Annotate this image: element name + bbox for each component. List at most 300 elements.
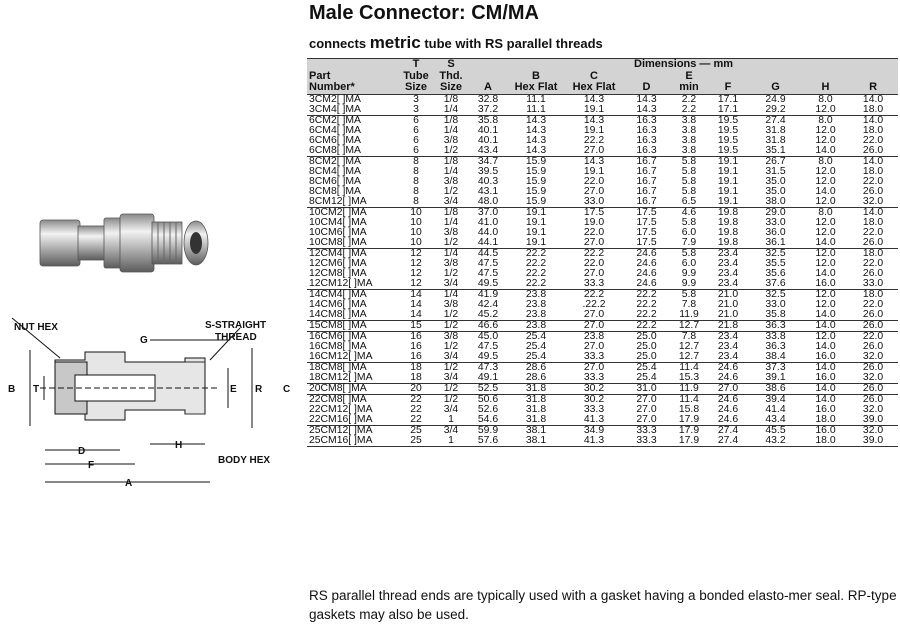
table-cell: 36.3 <box>748 342 803 352</box>
table-cell: 17.1 <box>717 103 739 115</box>
table-cell: 16.0 <box>803 405 848 415</box>
subtitle-emphasis: metric <box>369 33 421 52</box>
table-row <box>307 105 898 116</box>
table-row <box>307 331 898 342</box>
table-cell: 14.0 <box>803 362 848 373</box>
table-cell: 39.4 <box>748 394 803 405</box>
table-cell: 6 <box>399 136 433 146</box>
table-cell: 3/4 <box>433 405 469 415</box>
table-cell: 12.0 <box>803 177 848 187</box>
table-cell: 19.1 <box>717 185 739 197</box>
table-cell: 18.0 <box>862 124 884 136</box>
table-cell: 31.5 <box>765 165 786 177</box>
table-cell: 19.5 <box>708 136 748 146</box>
subtitle-post: tube with RS parallel threads <box>420 36 603 51</box>
table-cell: 31.8 <box>507 383 565 394</box>
table-cell: 44.0 <box>477 226 499 238</box>
table-cell: 14.3 <box>525 124 547 136</box>
table-cell: 57.6 <box>469 436 507 447</box>
table-cell: 32.0 <box>862 371 884 383</box>
table-cell: 12.0 <box>803 300 848 310</box>
table-cell: 3.8 <box>681 144 697 156</box>
table-cell: 33.8 <box>748 331 803 342</box>
part-number-cell: 6CM4[ ]MA <box>309 124 361 136</box>
table-cell: 30.2 <box>565 394 623 405</box>
table-cell: 2.2 <box>681 103 697 115</box>
table-cell: 3.8 <box>681 124 697 136</box>
label-g: G <box>140 335 148 346</box>
table-cell: 8 <box>399 156 433 167</box>
table-cell: 22.0 <box>848 177 898 187</box>
table-cell: 50.6 <box>469 394 507 405</box>
label-t: T <box>33 384 40 395</box>
table-cell: 3/8 <box>433 259 469 269</box>
table-cell: 1/2 <box>443 144 459 156</box>
header-cell: Hex Flat <box>565 82 623 94</box>
table-cell: 33.3 <box>583 350 605 362</box>
table-cell: 27.0 <box>583 144 605 156</box>
table-row <box>307 383 898 394</box>
table-row <box>307 320 898 331</box>
table-cell: 14 <box>410 308 422 320</box>
header-cell: F <box>708 82 748 94</box>
label-c: C <box>283 384 291 395</box>
table-row <box>307 94 898 105</box>
table-cell: 12.0 <box>803 248 848 259</box>
table-cell: 39.0 <box>848 436 898 447</box>
table-cell: 25.4 <box>636 371 657 383</box>
table-cell: 26.7 <box>748 156 803 167</box>
table-cell: 17.9 <box>678 413 700 425</box>
table-cell: 21.0 <box>708 289 748 300</box>
part-number-cell: 14CM4[ ]MA <box>307 289 399 300</box>
table-cell: 3/4 <box>433 197 469 208</box>
table-cell: 40.1 <box>477 124 499 136</box>
table-cell: 14.0 <box>848 94 898 105</box>
table-cell: 3.8 <box>670 136 708 146</box>
table-cell: 1/8 <box>433 207 469 218</box>
table-cell: 3/4 <box>433 279 469 290</box>
table-cell: 22.2 <box>507 248 565 259</box>
table-cell: 35.0 <box>765 185 786 197</box>
table-cell: 38.0 <box>748 197 803 208</box>
table-cell: 18.0 <box>848 218 898 228</box>
table-cell: 33.3 <box>583 371 605 383</box>
table-cell: 12.0 <box>815 165 836 177</box>
header-cell <box>307 59 399 71</box>
table-cell: 1/2 <box>443 185 459 197</box>
table-cell: 38.1 <box>507 436 565 447</box>
table-row <box>307 362 898 373</box>
table-cell: 8 <box>413 165 419 177</box>
part-number-cell: 14CM8[ ]MA <box>309 308 367 320</box>
label-s-straight: S-STRAIGHT <box>205 320 267 331</box>
part-number-cell: 16CM6[ ]MA <box>307 331 399 342</box>
table-cell: 40.1 <box>469 136 507 146</box>
part-number-cell: 10CM8[ ]MA <box>307 238 399 249</box>
label-d: D <box>78 446 86 457</box>
table-cell: 3/8 <box>443 226 459 238</box>
part-number-cell: 22CM12[ ]MA <box>307 405 399 415</box>
table-cell: 20 <box>399 383 433 394</box>
table-cell: 24.9 <box>748 94 803 105</box>
table-cell: 12.0 <box>815 226 836 238</box>
table-cell: 39.0 <box>862 413 884 425</box>
header-cell: D <box>623 82 670 94</box>
table-cell: 25.4 <box>623 362 670 373</box>
table-cell: 1 <box>433 436 469 447</box>
table-cell: 43.2 <box>748 436 803 447</box>
table-cell: 1 <box>448 413 454 425</box>
table-cell: 7.8 <box>670 331 708 342</box>
table-cell: 16.0 <box>803 425 848 436</box>
table-cell: 15.8 <box>670 405 708 415</box>
header-cell: Tube <box>399 71 433 83</box>
table-cell: 1/2 <box>443 308 459 320</box>
table-cell: 27.0 <box>583 185 605 197</box>
table-cell: 43.4 <box>477 144 499 156</box>
table-cell: 48.0 <box>469 197 507 208</box>
table-cell: 25 <box>399 436 433 447</box>
part-number-cell: 10CM4[ ]MA <box>307 218 399 228</box>
table-cell: 15.9 <box>507 197 565 208</box>
header-cell: A <box>469 82 507 94</box>
table-row <box>307 394 898 405</box>
table-cell: 26.0 <box>848 383 898 394</box>
table-cell: 14.0 <box>848 207 898 218</box>
label-f: F <box>88 460 95 471</box>
table-cell: 27.0 <box>623 405 670 415</box>
table-cell: 45.2 <box>477 308 499 320</box>
table-cell: 12.0 <box>815 124 836 136</box>
table-cell: 22.0 <box>848 331 898 342</box>
table-cell: 47.5 <box>469 259 507 269</box>
table-cell: 8.0 <box>803 156 848 167</box>
table-cell: 23.8 <box>507 300 565 310</box>
table-row <box>307 415 898 426</box>
table-cell: 22.0 <box>565 177 623 187</box>
table-cell: 8 <box>413 185 419 197</box>
header-cell: Size <box>433 82 469 94</box>
table-cell: 22.2 <box>623 320 670 331</box>
table-cell: 31.8 <box>765 124 786 136</box>
part-number-cell: 16CM8[ ]MA <box>307 342 399 352</box>
part-number-cell: 8CM4[ ]MA <box>309 165 361 177</box>
table-row <box>307 167 898 177</box>
table-cell: 1/2 <box>433 238 469 249</box>
table-cell: 3 <box>413 103 419 115</box>
table-cell: 6 <box>413 144 419 156</box>
table-cell: 18 <box>410 371 422 383</box>
table-row <box>307 279 898 290</box>
table-cell: 6 <box>399 115 433 126</box>
table-cell: 25.4 <box>507 331 565 342</box>
table-cell: 19.1 <box>583 103 605 115</box>
table-cell: 26.0 <box>862 185 884 197</box>
table-cell: 22.2 <box>623 289 670 300</box>
label-body-hex: BODY HEX <box>218 455 271 466</box>
table-cell: 14 <box>399 289 433 300</box>
table-cell: 25.0 <box>636 350 657 362</box>
table-cell: 12 <box>410 267 422 279</box>
table-row <box>307 300 898 310</box>
table-cell: 34.9 <box>565 425 623 436</box>
table-cell: 19.1 <box>708 197 748 208</box>
table-cell: 35.0 <box>748 177 803 187</box>
table-cell: 16.0 <box>815 371 836 383</box>
table-cell: 12.0 <box>803 331 848 342</box>
table-cell: 3/8 <box>433 136 469 146</box>
table-cell: 3/8 <box>433 331 469 342</box>
table-cell: 23.8 <box>507 289 565 300</box>
table-cell: 22 <box>399 394 433 405</box>
table-cell: 21.0 <box>708 300 748 310</box>
table-cell: 24.6 <box>708 405 748 415</box>
table-cell: 27.0 <box>636 413 657 425</box>
table-cell: 31.8 <box>507 405 565 415</box>
part-number-cell: 3CM4[ ]MA <box>309 103 361 115</box>
table-cell: 16 <box>399 342 433 352</box>
table-row <box>307 425 898 436</box>
header-cell: R <box>848 82 898 94</box>
part-number-cell: 12CM12[ ]MA <box>307 279 399 290</box>
header-cell: Part <box>307 71 399 83</box>
table-cell: 8.0 <box>803 94 848 105</box>
part-number-cell: 14CM6[ ]MA <box>307 300 399 310</box>
header-cell: S <box>433 59 469 71</box>
table-cell: 1/4 <box>433 218 469 228</box>
table-cell: 26.0 <box>848 320 898 331</box>
part-number-cell: 8CM2[ ]MA <box>307 156 399 167</box>
table-cell: 21.8 <box>708 320 748 331</box>
table-row <box>307 289 898 300</box>
header-cell: C <box>565 71 623 83</box>
table-cell: 35.8 <box>469 115 507 126</box>
table-cell: 42.4 <box>469 300 507 310</box>
part-number-cell: 25CM12[ ]MA <box>307 425 399 436</box>
table-cell: 16.3 <box>623 136 670 146</box>
table-cell: 22 <box>399 405 433 415</box>
table-cell: 24.6 <box>636 267 657 279</box>
part-number-cell: 22CM16[ ]MA <box>309 413 373 425</box>
table-cell: 33.3 <box>623 425 670 436</box>
table-cell: 12.0 <box>803 289 848 300</box>
table-cell: 39.5 <box>477 165 499 177</box>
table-cell: 30.2 <box>565 383 623 394</box>
table-row <box>307 238 898 249</box>
table-row <box>307 146 898 157</box>
table-row <box>307 248 898 259</box>
table-cell: 24.6 <box>717 371 739 383</box>
table-cell: 14.3 <box>507 115 565 126</box>
table-cell: 27.0 <box>565 320 623 331</box>
table-cell: 33.3 <box>565 405 623 415</box>
table-cell: 23.4 <box>708 248 748 259</box>
table-cell: 15.9 <box>507 177 565 187</box>
table-cell: 14.0 <box>815 144 836 156</box>
table-cell: 25.4 <box>525 350 547 362</box>
table-cell: 26.0 <box>848 362 898 373</box>
part-number-cell: 16CM12[ ]MA <box>309 350 373 362</box>
table-cell: 8.0 <box>803 207 848 218</box>
table-cell: 36.3 <box>748 320 803 331</box>
table-cell: 14.3 <box>565 115 623 126</box>
table-cell: 9.9 <box>681 267 697 279</box>
header-cell: B <box>507 71 565 83</box>
table-cell: 49.5 <box>469 279 507 290</box>
table-cell: 18.0 <box>862 103 884 115</box>
table-cell: 16.0 <box>815 350 836 362</box>
table-row <box>307 218 898 228</box>
table-cell: 31.8 <box>525 413 547 425</box>
table-cell: 23.8 <box>525 308 547 320</box>
table-cell: 16.7 <box>623 156 670 167</box>
table-cell: 1/4 <box>443 124 459 136</box>
table-cell: 5.8 <box>670 156 708 167</box>
table-cell: 3 <box>399 94 433 105</box>
table-cell: 17.5 <box>623 218 670 228</box>
table-header <box>307 59 898 95</box>
header-cell: Number* <box>307 82 399 94</box>
table-cell: 23.4 <box>708 279 748 290</box>
part-number-cell: 12CM6[ ]MA <box>307 259 399 269</box>
table-cell: 12.7 <box>678 350 700 362</box>
table-row <box>307 269 898 279</box>
table-cell: 22.0 <box>565 259 623 269</box>
connector-illustrations <box>0 200 300 500</box>
table-row <box>307 187 898 197</box>
table-cell: 27.0 <box>565 342 623 352</box>
table-cell: 14.0 <box>815 267 836 279</box>
table-cell: 33.3 <box>623 436 670 447</box>
dimensions-table-wrap <box>307 58 898 447</box>
table-cell: 14.3 <box>636 103 657 115</box>
table-cell: 17.1 <box>708 94 748 105</box>
table-row <box>307 436 898 447</box>
table-cell: 25.0 <box>623 331 670 342</box>
table-cell: 14.3 <box>565 156 623 167</box>
table-cell: 41.9 <box>469 289 507 300</box>
label-thread: THREAD <box>215 332 257 343</box>
footnote: RS parallel thread ends are typically used with a gasket having a bonded elasto-mer seal. RP-type gaskets may also be used. <box>309 588 897 622</box>
part-number-cell: 15CM8[ ]MA <box>307 320 399 331</box>
table-cell: 32.0 <box>862 350 884 362</box>
table-row <box>307 228 898 238</box>
table-cell: 37.3 <box>748 362 803 373</box>
table-cell: 22.0 <box>862 226 884 238</box>
table-cell: .22.2 <box>565 300 623 310</box>
table-cell: 15.3 <box>678 371 700 383</box>
table-cell: 16.3 <box>636 124 657 136</box>
table-cell: 26.0 <box>862 144 884 156</box>
table-cell: 22 <box>410 413 422 425</box>
table-cell: 17.9 <box>670 425 708 436</box>
table-cell: 47.5 <box>477 267 499 279</box>
table-row <box>307 310 898 321</box>
table-cell: 59.9 <box>469 425 507 436</box>
table-cell: 15.9 <box>507 156 565 167</box>
header-dimensions: Dimensions — mm <box>469 59 898 71</box>
table-cell: 18 <box>399 362 433 373</box>
table-row <box>307 373 898 384</box>
table-cell: 12 <box>399 248 433 259</box>
table-cell: 46.6 <box>469 320 507 331</box>
part-number-cell: 18CM12[ ]MA <box>309 371 373 383</box>
table-cell: 41.3 <box>565 436 623 447</box>
page-title: Male Connector: CM/MA <box>309 2 539 24</box>
table-cell: 8.0 <box>803 115 848 126</box>
label-e: E <box>230 384 237 395</box>
table-cell: 14.3 <box>623 94 670 105</box>
table-cell: 18.0 <box>862 165 884 177</box>
table-cell: 49.5 <box>477 350 499 362</box>
table-cell: 8 <box>399 177 433 187</box>
part-number-cell: 22CM8[ ]MA <box>307 394 399 405</box>
dimensions-table <box>307 58 898 447</box>
table-cell: 22.0 <box>583 226 605 238</box>
table-cell: 32.5 <box>748 289 803 300</box>
connector-photo <box>40 214 208 272</box>
table-cell: 37.6 <box>748 279 803 290</box>
table-cell: 1/2 <box>433 342 469 352</box>
table-cell: 11.1 <box>526 103 546 115</box>
table-cell: 23.4 <box>717 350 739 362</box>
table-cell: 22.0 <box>848 259 898 269</box>
table-cell: 14.3 <box>525 144 547 156</box>
table-cell: 47.5 <box>469 342 507 352</box>
table-cell: 34.7 <box>469 156 507 167</box>
table-row <box>307 115 898 126</box>
label-a: A <box>125 478 133 489</box>
table-cell: 32.0 <box>848 405 898 415</box>
table-cell: 45.5 <box>748 425 803 436</box>
table-cell: 6.5 <box>670 197 708 208</box>
table-cell: 3/8 <box>433 300 469 310</box>
table-cell: 22.2 <box>565 248 623 259</box>
table-cell: 8 <box>399 197 433 208</box>
label-h: H <box>175 440 183 451</box>
table-cell: 54.6 <box>477 413 499 425</box>
table-cell: 27.0 <box>565 362 623 373</box>
table-cell: 12.7 <box>670 342 708 352</box>
table-cell: 6.0 <box>670 259 708 269</box>
table-cell: 3/4 <box>433 425 469 436</box>
table-cell: 18.0 <box>848 248 898 259</box>
table-cell: 35.8 <box>765 308 786 320</box>
part-number-cell: 8CM12[ ]MA <box>307 197 399 208</box>
table-row <box>307 342 898 352</box>
table-cell: 36.0 <box>765 226 786 238</box>
table-cell: 5.8 <box>670 248 708 259</box>
table-cell: 29.0 <box>748 207 803 218</box>
table-cell: 22.2 <box>565 136 623 146</box>
header-cell: min <box>670 82 708 94</box>
header-cell: E <box>670 71 708 83</box>
subtitle-pre: connects <box>309 36 370 51</box>
table-cell: 41.0 <box>469 218 507 228</box>
table-cell: 47.3 <box>469 362 507 373</box>
table-cell: 10 <box>399 207 433 218</box>
table-cell: 22.2 <box>565 289 623 300</box>
table-cell: 1/2 <box>433 320 469 331</box>
table-cell: 12 <box>399 279 433 290</box>
table-cell: 25.4 <box>507 342 565 352</box>
table-cell: 14 <box>399 300 433 310</box>
table-cell: 19.1 <box>525 226 547 238</box>
table-cell: 24.6 <box>623 248 670 259</box>
table-cell: 14.0 <box>848 115 898 126</box>
table-cell: 29.2 <box>765 103 786 115</box>
